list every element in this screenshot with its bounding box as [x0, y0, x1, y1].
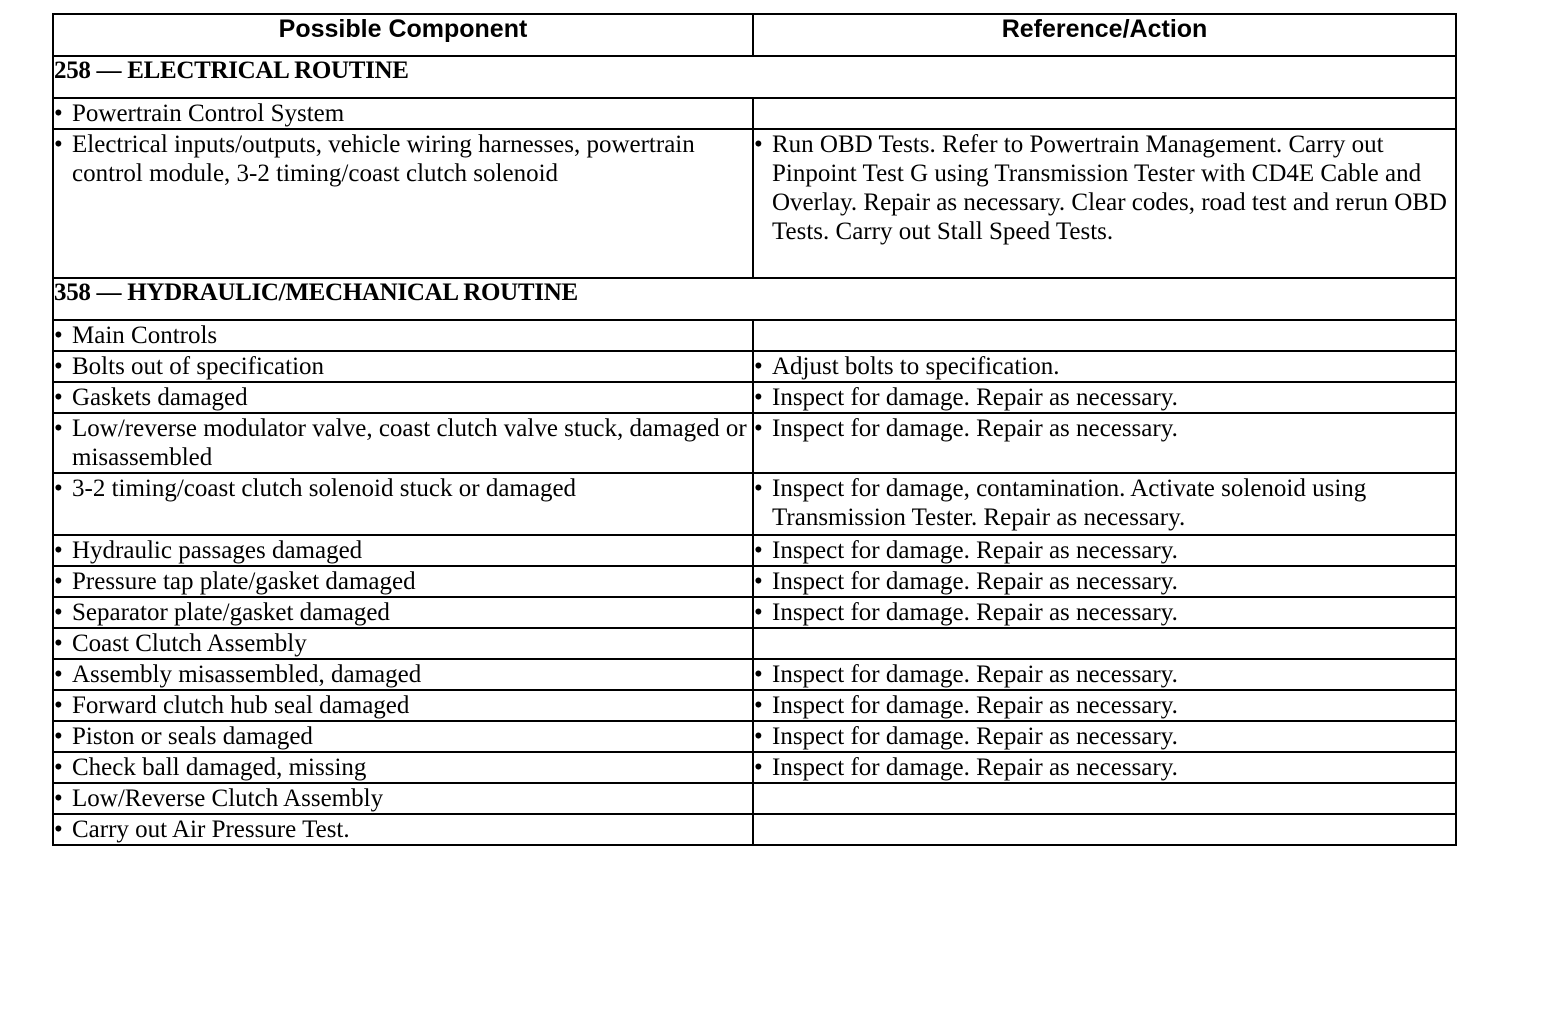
component-cell	[53, 382, 753, 413]
action-cell	[753, 473, 1456, 535]
bullet-icon: •	[54, 353, 63, 380]
component-cell	[53, 351, 753, 382]
bullet-icon: •	[754, 568, 763, 595]
bullet-icon: •	[54, 131, 63, 158]
section-title-electrical: 258 — ELECTRICAL ROUTINE	[53, 56, 1456, 98]
bullet-icon: •	[54, 537, 63, 564]
component-text: Forward clutch hub seal damaged	[72, 692, 410, 719]
component-text: Assembly misassembled, damaged	[72, 661, 422, 688]
component-cell	[53, 413, 753, 473]
action-cell	[753, 351, 1456, 382]
component-text: 3-2 timing/coast clutch solenoid stuck or damaged	[72, 475, 577, 502]
component-text: Low/Reverse Clutch Assembly	[72, 785, 384, 812]
component-text: Carry out Air Pressure Test.	[72, 816, 350, 843]
table-row	[53, 659, 1456, 690]
bullet-icon: •	[754, 599, 763, 626]
component-cell	[53, 659, 753, 690]
bullet-icon: •	[54, 692, 63, 719]
table-row	[53, 320, 1456, 351]
component-text: Bolts out of specification	[72, 353, 325, 380]
component-cell	[53, 320, 753, 351]
bullet-icon: •	[54, 475, 63, 502]
table-row	[53, 535, 1456, 566]
diagnosis-table	[52, 13, 1457, 846]
header-possible-component: Possible Component	[53, 14, 753, 56]
component-text: Coast Clutch Assembly	[72, 630, 307, 657]
action-text: Adjust bolts to specification.	[772, 353, 1060, 380]
component-cell	[53, 752, 753, 783]
component-cell	[53, 597, 753, 628]
table-row	[53, 473, 1456, 535]
table-row	[53, 597, 1456, 628]
action-cell	[753, 783, 1456, 814]
action-cell	[753, 597, 1456, 628]
table-row	[53, 129, 1456, 278]
component-cell	[53, 690, 753, 721]
bullet-icon: •	[54, 384, 63, 411]
action-text: Inspect for damage. Repair as necessary.	[772, 537, 1178, 564]
component-cell	[53, 721, 753, 752]
bullet-icon: •	[54, 599, 63, 626]
action-text: Inspect for damage. Repair as necessary.	[772, 384, 1178, 411]
table-row	[53, 566, 1456, 597]
action-text: Inspect for damage. Repair as necessary.	[772, 754, 1178, 781]
action-cell	[753, 382, 1456, 413]
action-cell	[753, 320, 1456, 351]
component-text: Main Controls	[72, 322, 218, 349]
component-text: Pressure tap plate/gasket damaged	[72, 568, 416, 595]
action-text: Inspect for damage. Repair as necessary.	[772, 415, 1178, 442]
bullet-icon: •	[754, 754, 763, 781]
component-cell	[53, 535, 753, 566]
bullet-icon: •	[54, 785, 63, 812]
bullet-icon: •	[54, 661, 63, 688]
action-text: Inspect for damage. Repair as necessary.	[772, 661, 1178, 688]
section-title-hydraulic: 358 — HYDRAULIC/MECHANICAL ROUTINE	[53, 278, 1456, 320]
action-cell	[753, 628, 1456, 659]
action-cell	[753, 659, 1456, 690]
component-text: Gaskets damaged	[72, 384, 248, 411]
bullet-icon: •	[54, 322, 63, 349]
bullet-icon: •	[754, 384, 763, 411]
component-text: Piston or seals damaged	[72, 723, 313, 750]
table-row	[53, 783, 1456, 814]
table-row	[53, 382, 1456, 413]
component-text: Check ball damaged, missing	[72, 754, 367, 781]
component-cell	[53, 783, 753, 814]
bullet-icon: •	[754, 131, 763, 158]
bullet-icon: •	[754, 692, 763, 719]
table-row	[53, 721, 1456, 752]
bullet-icon: •	[54, 568, 63, 595]
component-text: Powertrain Control System	[72, 100, 345, 127]
header-reference-action: Reference/Action	[753, 14, 1456, 56]
bullet-icon: •	[754, 537, 763, 564]
action-text: Inspect for damage. Repair as necessary.	[772, 568, 1178, 595]
action-cell	[753, 566, 1456, 597]
component-cell	[53, 814, 753, 845]
action-cell	[753, 690, 1456, 721]
component-text: Electrical inputs/outputs, vehicle wiring harnesses, powertrain control module, 3-2 timing/coast clutch solenoid	[72, 131, 695, 187]
action-cell	[753, 814, 1456, 845]
table-row	[53, 413, 1456, 473]
bullet-icon: •	[54, 816, 63, 843]
bullet-icon: •	[54, 630, 63, 657]
component-cell	[53, 628, 753, 659]
table-row	[53, 628, 1456, 659]
table-row	[53, 98, 1456, 129]
bullet-icon: •	[754, 723, 763, 750]
component-cell	[53, 129, 753, 278]
action-cell	[753, 721, 1456, 752]
component-cell	[53, 473, 753, 535]
component-text: Hydraulic passages damaged	[72, 537, 363, 564]
bullet-icon: •	[754, 353, 763, 380]
action-text: Inspect for damage. Repair as necessary.	[772, 692, 1178, 719]
bullet-icon: •	[54, 723, 63, 750]
component-cell	[53, 98, 753, 129]
table-row	[53, 690, 1456, 721]
bullet-icon: •	[754, 475, 763, 502]
action-text: Inspect for damage. Repair as necessary.	[772, 723, 1178, 750]
table-row	[53, 752, 1456, 783]
component-text: Separator plate/gasket damaged	[72, 599, 390, 626]
action-text: Inspect for damage, contamination. Activate solenoid using Transmission Tester. Repair as necessary.	[772, 475, 1367, 531]
table-row	[53, 351, 1456, 382]
action-text: Inspect for damage. Repair as necessary.	[772, 599, 1178, 626]
action-cell	[753, 129, 1456, 278]
bullet-icon: •	[754, 415, 763, 442]
action-cell	[753, 535, 1456, 566]
bullet-icon: •	[54, 754, 63, 781]
bullet-icon: •	[54, 415, 63, 442]
bullet-icon: •	[754, 661, 763, 688]
component-text: Low/reverse modulator valve, coast clutch valve stuck, damaged or misassembled	[72, 415, 747, 471]
bullet-icon: •	[54, 100, 63, 127]
component-cell	[53, 566, 753, 597]
action-cell	[753, 413, 1456, 473]
table-row	[53, 814, 1456, 845]
action-text: Run OBD Tests. Refer to Powertrain Management. Carry out Pinpoint Test G using Transmission Tester with CD4E Cable and Overlay. Repair as necessary. Clear codes, road test and rerun OBD Tests. Carry out Stall Speed Tests.	[772, 131, 1447, 245]
action-cell	[753, 752, 1456, 783]
action-cell	[753, 98, 1456, 129]
